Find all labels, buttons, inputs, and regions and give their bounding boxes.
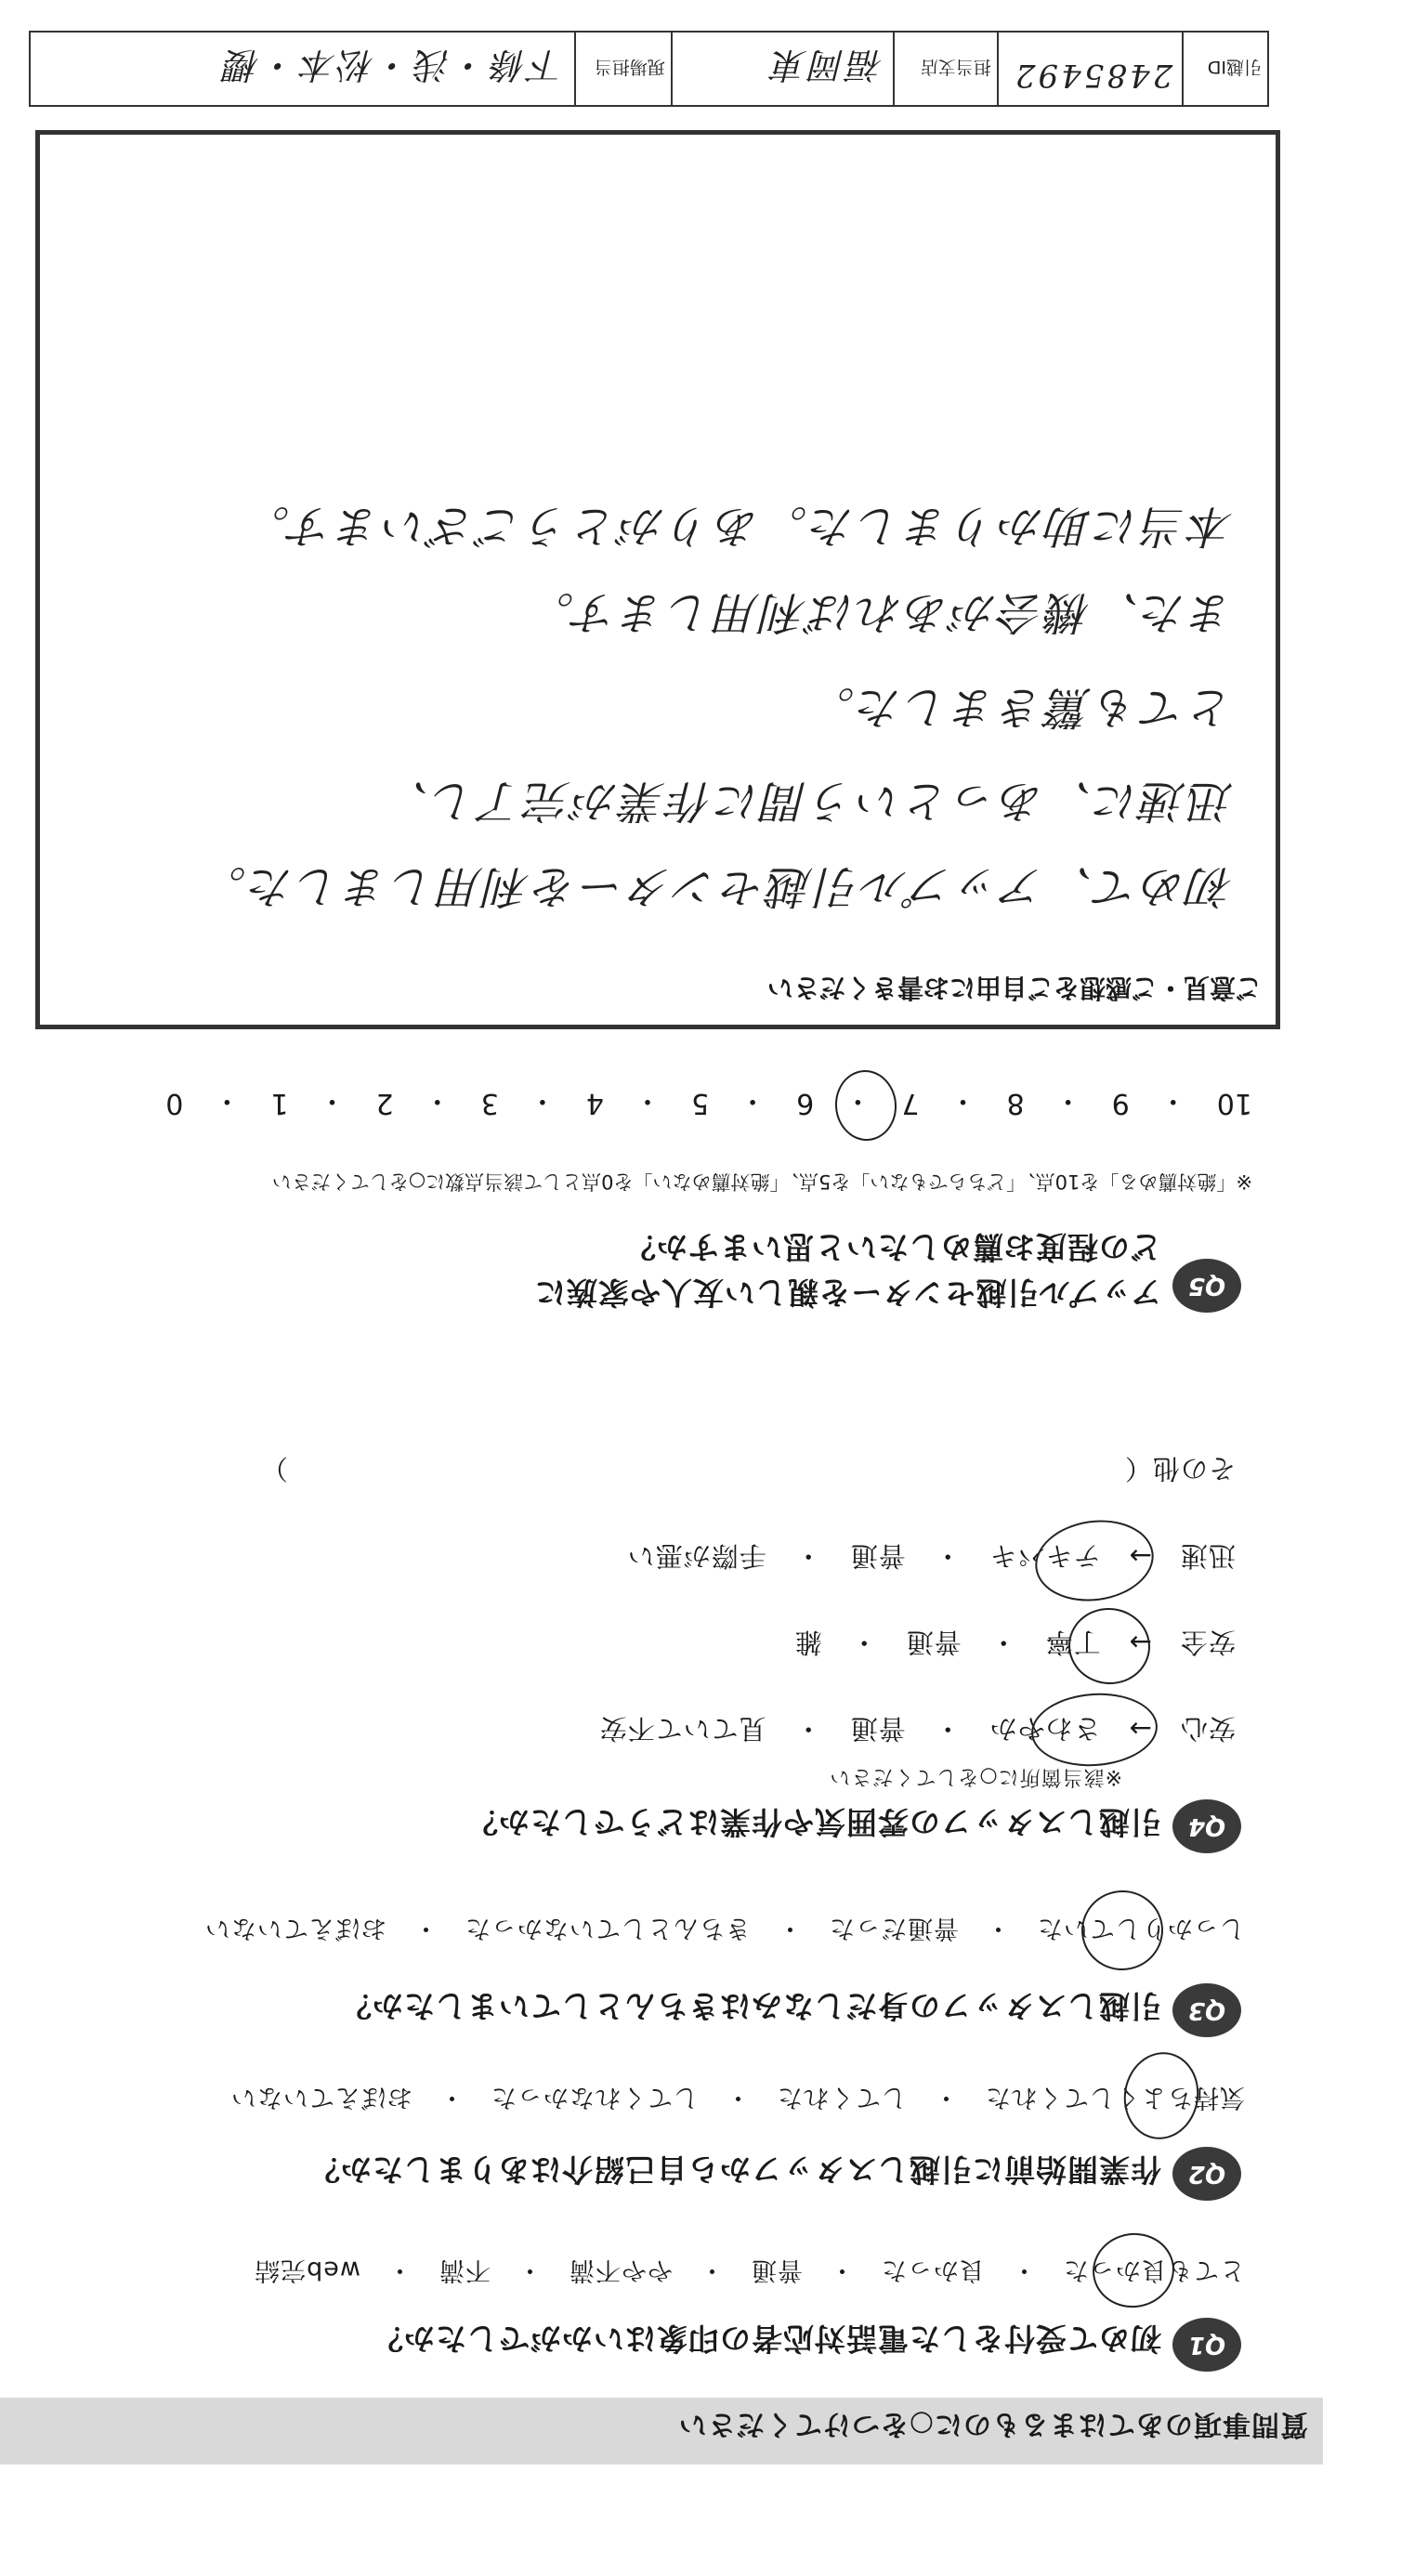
q3-options: しっかりしていた ・ 普通だった ・ きちんとしていなかった ・ おぼえていない [204, 1914, 1245, 1942]
scale-value: 6 [796, 1087, 815, 1120]
scale-value: 3 [480, 1087, 499, 1120]
comment-line-5: 本当に助かりました。ありがとうございます。 [242, 500, 1234, 552]
header-banner [0, 2398, 1323, 2465]
q4-text: 引越しスタッフの雰囲気や作業はどうでしたか？ [466, 1804, 1161, 1840]
comment-line-4: また、機会があれば利用します。 [526, 586, 1234, 638]
branch-label: 担当支店 [920, 57, 991, 77]
q5-text: アップル引越センターを親しい友人や家族に [533, 1275, 1161, 1311]
comment-heading: ご意見・ご感想をご自由にお書きください [766, 973, 1262, 1003]
branch-value-cell [671, 33, 893, 105]
q3-selected-circle [1078, 1887, 1168, 1975]
q5-text-2: どの程度お薦めしたいと思いますか？ [624, 1229, 1161, 1265]
q4-row-jinsoku-circle [1030, 1513, 1159, 1609]
q3-badge: Q3 [1172, 1983, 1241, 2037]
q2-badge: Q2 [1172, 2147, 1241, 2201]
staff-label: 現場担当 [594, 57, 665, 77]
q4-row-anzen-circle [1065, 1604, 1154, 1689]
scale-value: 1 [270, 1087, 289, 1120]
q2-selected-circle [1117, 2046, 1205, 2145]
id-value: 2485492 [1012, 57, 1173, 94]
scale-value: 4 [585, 1087, 604, 1120]
scale-value: 0 [165, 1087, 184, 1120]
id-value-cell [997, 33, 1182, 105]
q4-row-anzen: 安全 → 丁寧 ・ 普通 ・ 雑 [793, 1627, 1236, 1658]
q1-options: とても良かった ・ 良かった ・ 普通 ・ やや不満 ・ 不満 ・ web完結 [254, 2256, 1245, 2284]
q4-note: ※該当箇所に○をしてください [829, 1765, 1122, 1788]
scale-value: 5 [691, 1087, 710, 1120]
comment-line-1: 初めて、アップル引越センターを利用しました。 [199, 860, 1234, 912]
q4-row-anshin-circle [1028, 1689, 1159, 1770]
scale-value: 2 [375, 1087, 394, 1120]
scale-value: 7 [901, 1087, 920, 1120]
q2-text: 作業開始前に引越しスタッフから自己紹介はありましたか？ [308, 2151, 1161, 2188]
id-table [29, 31, 1269, 107]
scale-value: 9 [1111, 1087, 1130, 1120]
comment-line-3: とても驚きました。 [806, 681, 1234, 733]
q4-badge: Q4 [1172, 1799, 1241, 1853]
scale-value: 10 [1216, 1087, 1252, 1120]
q1-selected-circle [1088, 2228, 1179, 2312]
scale-value: 8 [1006, 1087, 1025, 1120]
recommend-scale: 10 ・ 9 ・ 8 ・ 7 ・ 6 ・ 5 ・ 4 ・ 3 ・ 2 ・ 1 ・ 0 [165, 1084, 1252, 1120]
id-label-cell [1182, 33, 1267, 105]
q3-text: 引越しスタッフの身だしなみはきちんとしていましたか？ [340, 1988, 1161, 2024]
staff-label-cell [574, 33, 671, 105]
staff-value-cell [31, 33, 574, 105]
branch-value: 福岡東 [769, 45, 884, 85]
q4-row-jinsoku: 迅速 → テキパキ ・ 普通 ・ 手際が悪い [626, 1540, 1236, 1572]
q5-badge: Q5 [1172, 1259, 1241, 1313]
q5-note: ※「絶対薦める」を10点、「どちらでもない」を5点、「絶対薦めない」を0点として該当点数に○をしてください [271, 1170, 1252, 1193]
q4-other: その他（ ） [259, 1453, 1236, 1484]
q4-row-anshin: 安心 → さわやか ・ 普通 ・ 見ていて不安 [598, 1713, 1236, 1745]
comment-line-2: 迅速に、あっという間に作業が完了し、 [381, 775, 1234, 827]
staff-value: 下條・浅・松本・櫻 [222, 45, 566, 85]
branch-label-cell [893, 33, 997, 105]
id-label: 引越ID [1207, 57, 1262, 77]
q1-text: 初めて受付をした電話対応者の印象はいかがでしたか？ [372, 2321, 1161, 2357]
scale-selected-circle [832, 1067, 899, 1143]
q1-badge: Q1 [1172, 2318, 1241, 2372]
q2-options: 気持ちよくしてくれた ・ してくれた ・ してくれなかった ・ おぼえていない [230, 2083, 1245, 2112]
header-banner-text: 質問事項のあてはまるものに○をつけてください [677, 2408, 1308, 2440]
